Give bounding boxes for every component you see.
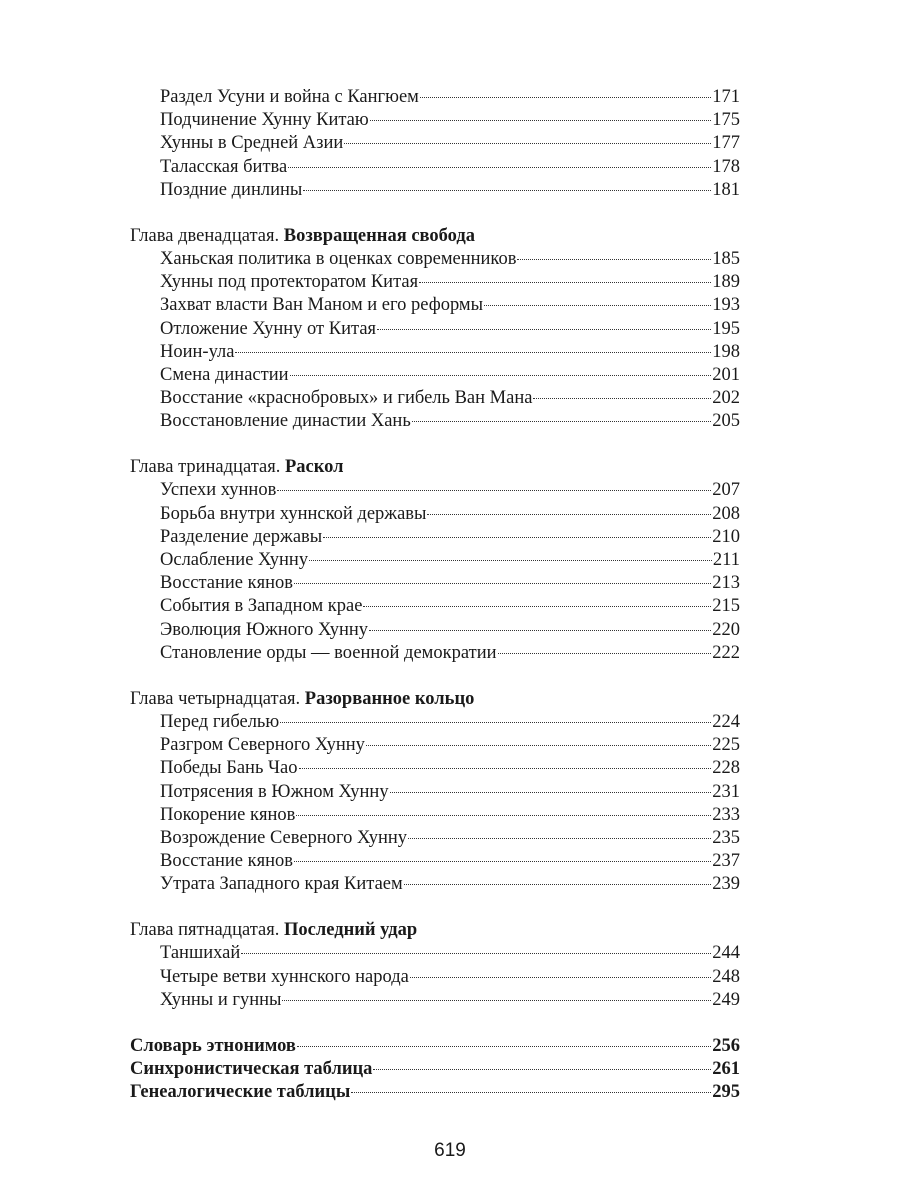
dot-leader — [344, 143, 711, 144]
dot-leader — [277, 490, 711, 491]
toc-section — [130, 86, 740, 202]
toc-entry-title: Становление орды — военной демократии — [160, 642, 497, 663]
toc-entry — [160, 132, 740, 155]
toc-entry-page: 248 — [712, 966, 740, 987]
toc-entry — [160, 827, 740, 850]
toc-entry-page: 228 — [712, 758, 740, 779]
toc-entry — [160, 364, 740, 387]
toc-section — [130, 456, 740, 665]
toc-entry-title: Восстание кянов — [160, 573, 294, 594]
toc-entry-title: Возрождение Северного Хунну — [160, 827, 408, 848]
dot-leader — [294, 583, 711, 584]
dot-leader — [297, 1046, 711, 1047]
toc-entry-title: Борьба внутри хуннской державы — [160, 503, 427, 524]
dot-leader — [377, 329, 711, 330]
chapter-title: Раскол — [284, 457, 344, 478]
toc-entry-title: События в Западном крае — [160, 596, 363, 617]
toc-entry-title: Ноин-ула — [160, 341, 235, 362]
toc-entry — [160, 410, 740, 433]
dot-leader — [323, 537, 711, 538]
toc-entry — [160, 248, 740, 271]
toc-entry-title: Потрясения в Южном Хунну — [160, 781, 389, 802]
dot-leader — [370, 120, 712, 121]
toc-entry-title: Успехи хуннов — [160, 480, 277, 501]
toc-entry-page: 207 — [712, 480, 740, 501]
toc-entry-page: 185 — [712, 248, 740, 269]
dot-leader — [484, 305, 711, 306]
toc-entry — [160, 479, 740, 502]
toc-entry — [160, 294, 740, 317]
toc-entry-page: 208 — [712, 503, 740, 524]
dot-leader — [390, 792, 712, 793]
toc-entry-page: 193 — [712, 295, 740, 316]
back-matter-page: 295 — [712, 1082, 740, 1103]
toc-entry-title: Восстановление династии Хань — [160, 411, 411, 432]
toc-entry-title: Восстание кянов — [160, 851, 294, 872]
back-matter-section — [130, 1035, 740, 1105]
dot-leader — [498, 653, 712, 654]
dot-leader — [299, 768, 712, 769]
toc-entry — [160, 572, 740, 595]
toc-entry-page: 249 — [712, 989, 740, 1010]
toc-entry-page: 210 — [712, 526, 740, 547]
toc-entry — [160, 549, 740, 572]
toc-entry-page: 201 — [712, 364, 740, 385]
toc-entry-title: Утрата Западного края Китаем — [160, 874, 403, 895]
toc-entry-page: 237 — [712, 851, 740, 872]
toc-entry-page: 225 — [712, 735, 740, 756]
back-matter-entry — [130, 1081, 740, 1104]
chapter-heading — [130, 919, 740, 942]
toc-entry-title: Перед гибелью — [160, 711, 280, 732]
toc-entry — [160, 526, 740, 549]
toc-entry-page: 233 — [712, 804, 740, 825]
chapter-title: Разорванное кольцо — [304, 688, 475, 709]
chapter-title: Возвращенная свобода — [283, 225, 476, 246]
toc-entry — [160, 109, 740, 132]
toc-entry — [160, 804, 740, 827]
dot-leader — [282, 1000, 711, 1001]
toc-entry — [160, 734, 740, 757]
toc-entry-title: Хунны и гунны — [160, 989, 282, 1010]
back-matter-entry — [130, 1035, 740, 1058]
chapter-number: Глава пятнадцатая. — [130, 920, 285, 941]
dot-leader — [235, 352, 711, 353]
dot-leader — [410, 977, 711, 978]
dot-leader — [303, 190, 711, 191]
toc-entry — [160, 642, 740, 665]
dot-leader — [369, 630, 711, 631]
toc-entry-title: Захват власти Ван Маном и его реформы — [160, 295, 484, 316]
dot-leader — [366, 745, 711, 746]
dot-leader — [533, 398, 711, 399]
chapter-heading — [130, 225, 740, 248]
toc-entry-page: 189 — [712, 272, 740, 293]
chapter-number: Глава двенадцатая. — [130, 225, 284, 246]
toc-entry-page: 235 — [712, 827, 740, 848]
toc-section — [130, 225, 740, 434]
toc-entry — [160, 619, 740, 642]
toc-entry-title: Ослабление Хунну — [160, 550, 309, 570]
toc-entry — [160, 86, 740, 109]
table-of-contents — [130, 86, 740, 1128]
toc-entry-title: Таншихай — [160, 943, 241, 964]
toc-entry-title: Отложение Хунну от Китая — [160, 318, 377, 339]
toc-entry-title: Четыре ветви хуннского народа — [160, 966, 409, 987]
toc-entry — [160, 318, 740, 341]
toc-entry-title: Победы Бань Чао — [160, 758, 298, 779]
toc-entry — [160, 711, 740, 734]
chapter-heading — [130, 456, 740, 479]
dot-leader — [420, 97, 711, 98]
toc-entry — [160, 850, 740, 873]
toc-entry-title: Подчинение Хунну Китаю — [160, 110, 369, 131]
dot-leader — [373, 1069, 711, 1070]
toc-entry-page: 222 — [712, 642, 740, 663]
dot-leader — [288, 167, 711, 168]
toc-entry-page: 178 — [712, 156, 740, 177]
back-matter-page: 256 — [712, 1036, 740, 1056]
toc-entry-page: 239 — [712, 874, 740, 895]
toc-entry — [160, 387, 740, 410]
dot-leader — [404, 884, 712, 885]
back-matter-title: Словарь этнонимов — [130, 1036, 296, 1056]
chapter-number: Глава тринадцатая. — [130, 457, 285, 478]
dot-leader — [280, 722, 711, 723]
toc-entry-title: Разгром Северного Хунну — [160, 735, 365, 756]
toc-entry-title: Ханьская политика в оценках современников — [160, 248, 517, 269]
toc-entry-page: 244 — [712, 943, 740, 964]
chapter-number: Глава четырнадцатая. — [130, 688, 305, 709]
toc-entry-title: Раздел Усуни и война с Кангюем — [160, 87, 419, 107]
toc-entry-page: 231 — [712, 781, 740, 802]
toc-entry-title: Поздние динлины — [160, 179, 303, 200]
toc-section — [130, 919, 740, 1012]
dot-leader — [294, 861, 711, 862]
dot-leader — [412, 421, 711, 422]
chapter-title: Последний удар — [284, 920, 418, 941]
toc-entry — [160, 156, 740, 179]
toc-entry-title: Покорение кянов — [160, 804, 296, 825]
toc-entry-page: 205 — [712, 411, 740, 432]
dot-leader — [408, 838, 711, 839]
toc-entry — [160, 873, 740, 896]
dot-leader — [427, 514, 711, 515]
toc-entry — [160, 271, 740, 294]
toc-entry — [160, 781, 740, 804]
toc-entry — [160, 595, 740, 618]
toc-entry-title: Таласская битва — [160, 156, 288, 177]
toc-entry-title: Разделение державы — [160, 526, 323, 547]
toc-entry-title: Хунны в Средней Азии — [160, 133, 344, 154]
toc-entry-title: Восстание «краснобровых» и гибель Ван Мана — [160, 388, 533, 409]
dot-leader — [296, 815, 711, 816]
back-matter-title: Генеалогические таблицы — [130, 1082, 351, 1103]
back-matter-page: 261 — [712, 1059, 740, 1080]
toc-entry — [160, 757, 740, 780]
dot-leader — [363, 606, 711, 607]
toc-entry-page: 195 — [712, 318, 740, 339]
toc-entry-page: 171 — [712, 87, 740, 107]
chapter-heading — [130, 688, 740, 711]
toc-entry-page: 202 — [712, 388, 740, 409]
dot-leader — [290, 375, 712, 376]
page-number: 619 — [434, 1140, 466, 1161]
toc-entry-title: Эволюция Южного Хунну — [160, 619, 369, 640]
toc-entry-page: 213 — [712, 573, 740, 594]
toc-entry — [160, 341, 740, 364]
toc-entry-page: 224 — [712, 711, 740, 732]
toc-entry-title: Хунны под протекторатом Китая — [160, 272, 419, 293]
dot-leader — [419, 282, 711, 283]
toc-entry — [160, 503, 740, 526]
toc-entry-page: 177 — [712, 133, 740, 154]
toc-entry-page: 175 — [712, 110, 740, 131]
toc-entry — [160, 942, 740, 965]
toc-entry-page: 215 — [712, 596, 740, 617]
back-matter-entry — [130, 1058, 740, 1081]
dot-leader — [309, 560, 712, 561]
toc-entry-title: Смена династии — [160, 364, 289, 385]
toc-entry — [160, 989, 740, 1012]
toc-section — [130, 688, 740, 897]
dot-leader — [351, 1092, 711, 1093]
toc-entry-page: 198 — [712, 341, 740, 362]
dot-leader — [517, 259, 711, 260]
toc-entry-page: 211 — [712, 550, 740, 570]
dot-leader — [241, 953, 711, 954]
toc-entry-page: 181 — [712, 179, 740, 200]
toc-entry-page: 220 — [712, 619, 740, 640]
toc-entry — [160, 179, 740, 202]
back-matter-title: Синхронистическая таблица — [130, 1059, 373, 1080]
toc-entry — [160, 966, 740, 989]
